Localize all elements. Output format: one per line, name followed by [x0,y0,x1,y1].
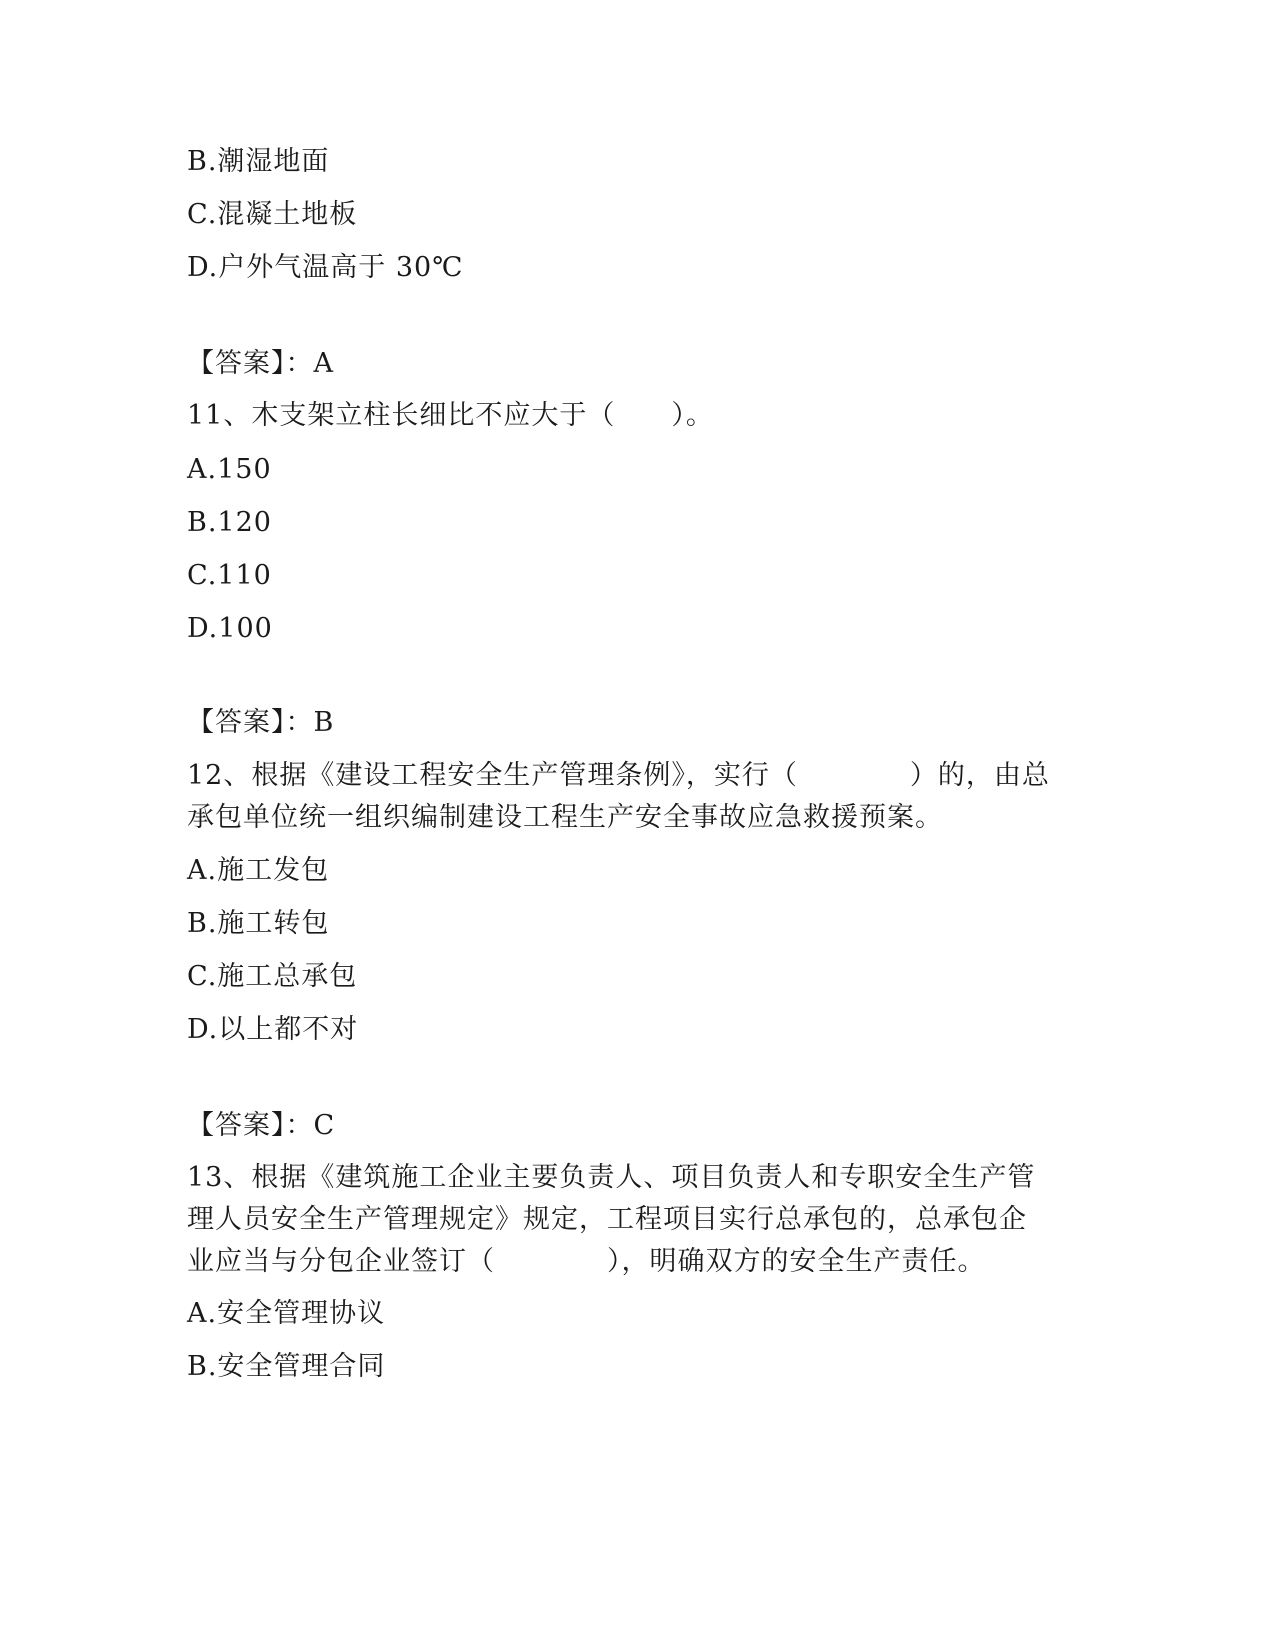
q10-answer: 【答案】：A [187,348,334,379]
q10-option-b: B.潮湿地面 [187,146,330,177]
q12-option-c: C.施工总承包 [187,961,358,992]
q13-stem-line-1: 13、根据《建筑施工企业主要负责人、项目负责人和专职安全生产管 [187,1162,1036,1193]
q11-option-c: C.110 [187,560,272,591]
q12-stem-line-2: 承包单位统一组织编制建设工程生产安全事故应急救援预案。 [187,802,943,833]
q13-option-a: A.安全管理协议 [187,1298,386,1329]
q12-stem-line-1: 12、根据《建设工程安全生产管理条例》，实行（ ）的，由总 [187,760,1050,791]
q12-option-b: B.施工转包 [187,908,330,939]
q11-option-a: A.150 [187,454,272,485]
q13-stem-line-2: 理人员安全生产管理规定》规定，工程项目实行总承包的，总承包企 [187,1204,1027,1235]
q11-option-d: D.100 [187,613,273,644]
q13-option-b: B.安全管理合同 [187,1351,386,1382]
q10-option-c: C.混凝土地板 [187,199,358,230]
q11-answer: 【答案】：B [187,707,335,738]
q12-option-a: A.施工发包 [187,855,330,886]
q12-answer: 【答案】：C [187,1110,336,1141]
q11-option-b: B.120 [187,507,272,538]
q12-option-d: D.以上都不对 [187,1014,359,1045]
q11-stem: 11、木支架立柱长细比不应大于（ ）。 [187,400,714,431]
q10-option-d: D.户外气温高于 30℃ [187,252,464,283]
q13-stem-line-3: 业应当与分包企业签订（ ），明确双方的安全生产责任。 [187,1246,986,1277]
